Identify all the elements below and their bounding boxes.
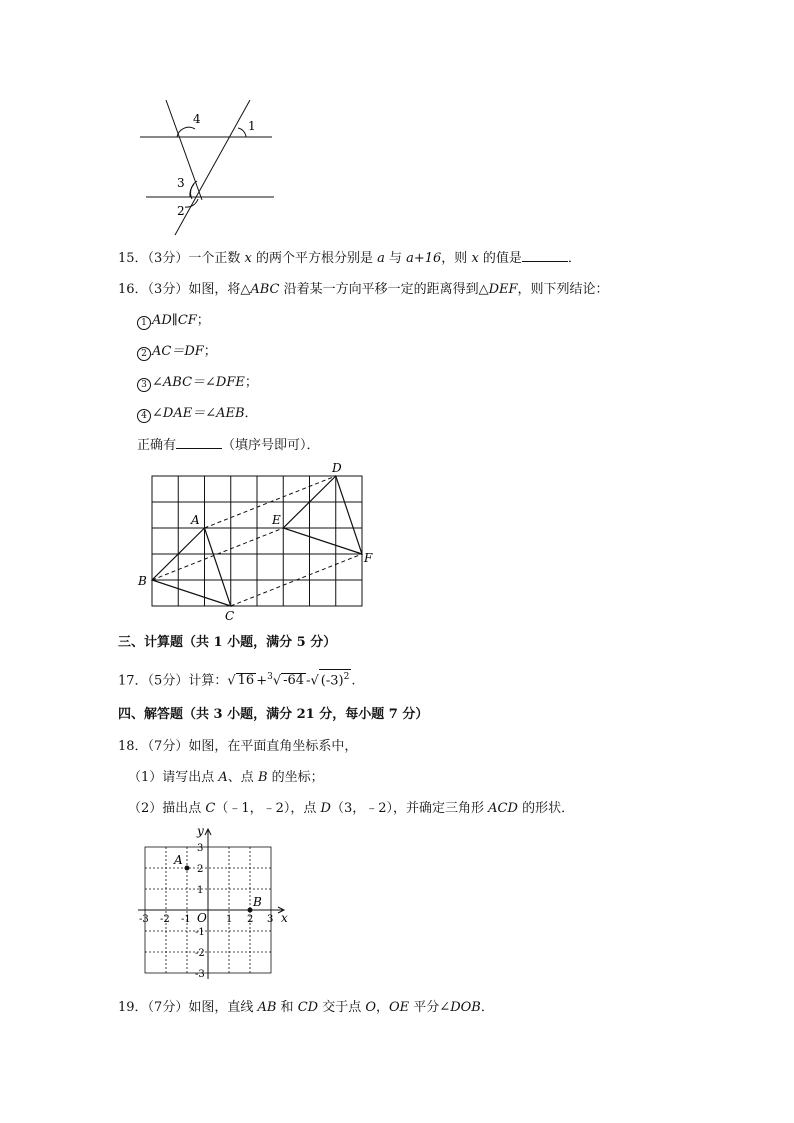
q18-var: B <box>257 770 268 785</box>
q16-option-3 <box>137 374 258 392</box>
q19-text: 如图，直线 <box>188 1000 258 1015</box>
q19-text: 交于点 <box>318 1000 366 1015</box>
option-end: ； <box>196 313 210 328</box>
question-17 <box>118 668 355 690</box>
origin-label: O <box>197 911 207 925</box>
question-15 <box>118 249 581 268</box>
option-expr: ∠ABC＝∠DFE <box>152 375 245 390</box>
option-end: ； <box>203 344 217 359</box>
q15-text: 一个正数 <box>188 251 245 266</box>
q16-option-4 <box>137 405 258 423</box>
q18-var: A <box>218 770 228 785</box>
option-expr: AC＝DF <box>152 344 204 359</box>
q17-end: . <box>351 673 356 689</box>
y-tick-label: -1 <box>195 927 205 938</box>
y-tick-label: 1 <box>197 885 204 896</box>
option-expr: AD∥CF <box>152 313 197 328</box>
q16-option-2 <box>137 343 217 361</box>
x-tick-label: 2 <box>247 914 254 925</box>
point-A <box>185 866 190 871</box>
point-label-D: D <box>332 461 342 475</box>
option-end: ． <box>244 406 258 421</box>
x-tick-label: -1 <box>181 914 191 925</box>
answer-blank[interactable] <box>522 249 568 262</box>
q19-text: 平分∠ <box>409 1000 451 1015</box>
q19-number: 19．（7分） <box>118 1000 189 1015</box>
q15-text: 的两个平方根分别是 <box>251 251 378 266</box>
q18-text: 的坐标； <box>267 770 324 785</box>
x-tick-label: -2 <box>160 914 170 925</box>
q18-var: C <box>205 801 216 816</box>
angle-label-1: 1 <box>248 119 256 133</box>
point-label-F: F <box>364 551 373 565</box>
y-axis-label: y <box>197 824 204 838</box>
q16-answer-label: 正确有 <box>137 438 177 453</box>
q19-text: 和 <box>276 1000 298 1015</box>
point-label-B: B <box>253 895 262 909</box>
section-3-title: 三、计算题（共 1 小题，满分 5 分） <box>118 635 337 650</box>
angle-label-2: 2 <box>177 204 185 218</box>
q18-part-2 <box>128 800 574 818</box>
root-index: 3 <box>267 672 273 682</box>
q16-triangle: DEF <box>488 282 518 297</box>
y-tick-label: 2 <box>197 864 204 875</box>
y-tick-label: -3 <box>195 969 205 980</box>
q17-number: 17．（5分） <box>118 673 189 689</box>
q19-var: DOB <box>450 1000 481 1015</box>
q15-var: x <box>471 251 479 266</box>
sqrt-symbol: √ <box>310 673 319 689</box>
option-marker: 4 <box>137 409 151 423</box>
x-axis-label: x <box>281 911 288 925</box>
point-B <box>248 908 253 913</box>
exponent: 2 <box>343 672 350 682</box>
q18-text: 如图，在平面直角坐标系中， <box>188 739 358 754</box>
q19-var: OE <box>389 1000 410 1015</box>
q18-text: （3，﹣2），并确定三角形 <box>330 801 489 816</box>
x-tick-label: 1 <box>226 914 233 925</box>
answer-blank[interactable] <box>176 436 222 449</box>
option-expr: ∠DAE＝∠AEB <box>152 406 245 421</box>
q17-text: 计算： <box>188 673 228 689</box>
radicand <box>319 669 352 688</box>
q15-text: 的值是 <box>478 251 522 266</box>
q16-text: 沿着某一方向平移一定的距离得到△ <box>279 282 489 297</box>
sqrt-symbol: √ <box>272 673 282 689</box>
point-label-C: C <box>225 609 235 623</box>
point-label-A: A <box>191 513 200 527</box>
question-16 <box>118 281 609 299</box>
operator: + <box>256 673 268 689</box>
q19-var: O <box>365 1000 376 1015</box>
q19-text: ， <box>376 1000 390 1015</box>
q15-end: ． <box>567 251 581 266</box>
q19-var: AB <box>257 1000 277 1015</box>
y-tick-label: -2 <box>195 948 205 959</box>
q16-answer <box>137 436 320 455</box>
operator: - <box>306 673 311 689</box>
q15-expr: a+16 <box>406 251 442 266</box>
option-marker: 3 <box>137 378 151 392</box>
sqrt-symbol: √ <box>227 673 236 689</box>
q15-text: ，则 <box>441 251 472 266</box>
q18-text: 、点 <box>227 770 258 785</box>
point-label-A: A <box>174 853 183 867</box>
angle-label-3: 3 <box>177 176 185 190</box>
q15-text: 与 <box>384 251 407 266</box>
q16-answer-hint: （填序号即可）． <box>222 438 320 453</box>
point-label-E: E <box>272 513 281 527</box>
angle-figure <box>140 95 280 240</box>
section-4-title: 四、解答题（共 3 小题，满分 21 分，每小题 7 分） <box>118 707 429 722</box>
q18-part-1 <box>128 769 324 787</box>
point-label-B: B <box>138 574 147 588</box>
radicand: -64 <box>283 673 305 689</box>
angle-label-4: 4 <box>193 112 201 126</box>
q15-number: 15．（3分） <box>118 251 189 266</box>
radicand: 16 <box>237 673 255 689</box>
q16-text: 如图，将△ <box>188 282 251 297</box>
x-tick-label: -3 <box>139 914 149 925</box>
q18-number: 18．（7分） <box>118 739 189 754</box>
q16-option-1 <box>137 312 210 330</box>
q16-text: ，则下列结论： <box>517 282 609 297</box>
y-tick-label: 3 <box>197 843 204 854</box>
q18-text: （1）请写出点 <box>128 770 219 785</box>
q18-text: （2）描出点 <box>128 801 206 816</box>
q16-number: 16．（3分） <box>118 282 189 297</box>
coordinate-plane-figure <box>133 824 298 984</box>
q16-triangle: ABC <box>250 282 280 297</box>
q19-end: ． <box>480 1000 494 1015</box>
x-tick-label: 3 <box>267 914 274 925</box>
question-19 <box>118 999 494 1017</box>
q15-var: x <box>244 251 252 266</box>
translation-grid-figure <box>135 458 380 628</box>
q18-var: D <box>320 801 331 816</box>
q15-var: a <box>377 251 385 266</box>
q18-text: 的形状． <box>517 801 575 816</box>
q19-var: CD <box>297 1000 319 1015</box>
radicand-base: (-3) <box>320 673 344 689</box>
question-18 <box>118 738 357 756</box>
option-marker: 2 <box>137 347 151 361</box>
option-end: ； <box>244 375 258 390</box>
option-marker: 1 <box>137 316 151 330</box>
q18-text: （﹣1，﹣2），点 <box>215 801 321 816</box>
q18-var: ACD <box>488 801 518 816</box>
